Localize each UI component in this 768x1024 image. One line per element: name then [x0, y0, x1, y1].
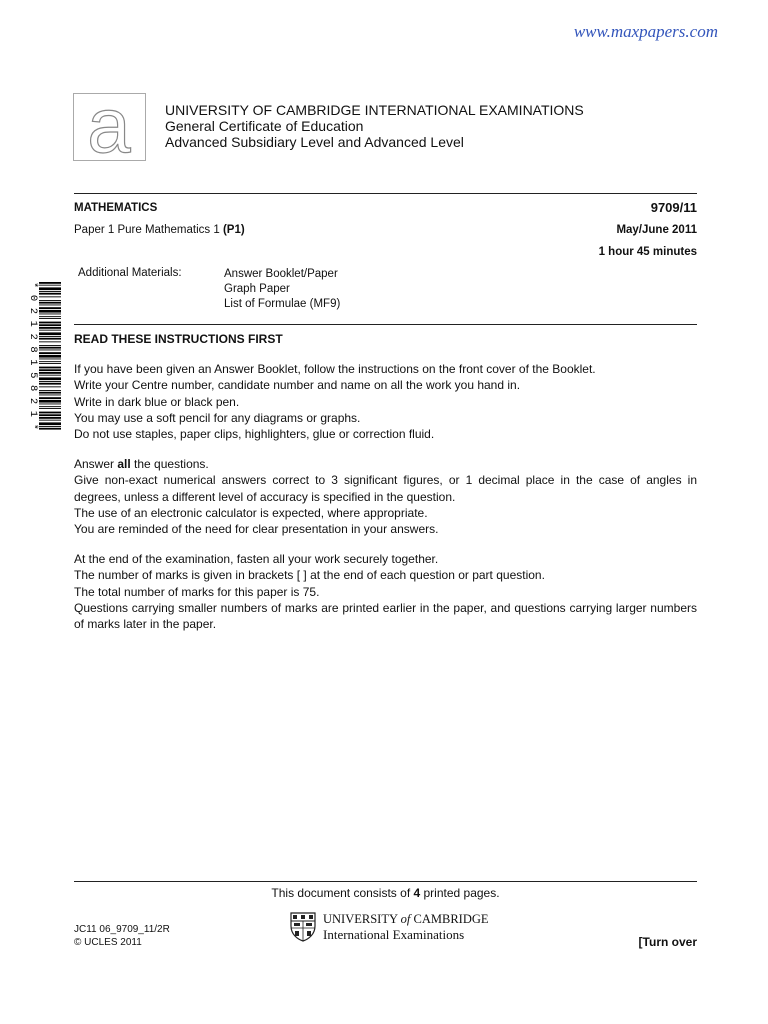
barcode-bar [39, 310, 61, 313]
page-count [74, 886, 697, 900]
barcode-bar [39, 327, 61, 329]
divider-bottom [74, 881, 697, 882]
instruction-line: If you have been given an Answer Booklet, follow the instructions on the front cover of the Booklet. [74, 362, 596, 377]
candidate-barcode [26, 282, 62, 432]
logo-cambridge: CAMBRIDGE [413, 912, 489, 926]
barcode-bar [39, 305, 61, 306]
barcode-bar [39, 296, 61, 297]
instruction-line: Do not use staples, paper clips, highlighters, glue or correction fluid. [74, 427, 435, 442]
barcode-bar [39, 322, 61, 324]
header-line-2: General Certificate of Education [165, 118, 364, 134]
barcode-bar [39, 307, 61, 309]
instruction-line: At the end of the examination, fasten all your work securely together. [74, 552, 439, 567]
barcode-bar [39, 412, 61, 414]
barcode-bar [39, 285, 61, 286]
paper-title [74, 224, 245, 236]
barcode-bar [39, 381, 61, 382]
instruction-line: You may use a soft pencil for any diagrams or graphs. [74, 410, 361, 425]
barcode-bar [39, 372, 61, 374]
spacer [74, 347, 697, 361]
barcode-bar [39, 318, 61, 319]
barcode-bar [39, 338, 61, 340]
barcode-bar [39, 330, 61, 331]
syllabus-code: 9709/11 [650, 200, 697, 215]
cambridge-a-logo [73, 93, 146, 161]
barcode-bar [39, 302, 61, 304]
svg-text:a: a [87, 94, 131, 160]
barcode-bar [39, 400, 61, 403]
header-line-3: Advanced Subsidiary Level and Advanced Level [165, 134, 464, 150]
barcode-bar [39, 341, 61, 342]
spacer [74, 537, 697, 551]
paper-tag: (P1) [222, 224, 245, 236]
materials-item: List of Formulae (MF9) [224, 298, 341, 310]
reference-code: JC11 06_9709_11/2R [74, 924, 170, 935]
barcode-bar [39, 392, 61, 394]
barcode-bar [39, 420, 61, 421]
divider-middle [74, 324, 697, 325]
logo-of: of [400, 912, 411, 926]
exam-duration: 1 hour 45 minutes [598, 246, 697, 258]
instruction-line: Write in dark blue or black pen. [74, 394, 240, 409]
document-reference [74, 923, 170, 949]
exam-board-header [165, 102, 584, 150]
barcode-bar [39, 355, 61, 358]
instructions-section [74, 331, 697, 632]
barcode-bar [39, 397, 61, 399]
barcode-bar [39, 395, 61, 396]
barcode-bar [39, 345, 61, 346]
barcode-number: *0212815821* [27, 282, 39, 430]
materials-list [224, 267, 340, 312]
instructions-heading: READ THESE INSTRUCTIONS FIRST [74, 332, 283, 346]
turn-over-note: [Turn over [638, 935, 697, 949]
instruction-line: The use of an electronic calculator is expected, where appropriate. [74, 505, 428, 520]
answer-bold: all [117, 457, 131, 472]
barcode-bar [39, 287, 61, 290]
logo-university: UNIVERSITY [323, 912, 398, 926]
barcode-bar [39, 314, 61, 315]
barcode-bar [39, 428, 61, 430]
header-line-1: UNIVERSITY OF CAMBRIDGE INTERNATIONAL EXAMINATIONS [165, 102, 584, 118]
instruction-line: The total number of marks for this paper is 75. [74, 584, 320, 599]
barcode-bar [39, 386, 61, 387]
materials-label: Additional Materials: [78, 267, 182, 279]
barcode-bar [39, 417, 61, 419]
copyright-notice: © UCLES 2011 [74, 937, 142, 948]
barcode-bar [39, 408, 61, 409]
barcode-bar [39, 377, 61, 380]
watermark-link[interactable]: www.maxpapers.com [573, 22, 718, 41]
paper-name: Paper 1 Pure Mathematics 1 [74, 224, 220, 236]
barcode-bar [39, 361, 61, 362]
divider-top [74, 193, 697, 194]
barcode-bar [39, 426, 61, 427]
instruction-line: You are reminded of the need for clear presentation in your answers. [74, 522, 439, 537]
barcode-bar [39, 422, 61, 425]
barcode-bar [39, 332, 61, 335]
instruction-line: Questions carrying smaller numbers of marks are printed earlier in the paper, and questions carrying larger numbers of marks later in the paper. [74, 600, 697, 632]
page-count-number: 4 [413, 886, 421, 900]
page-count-pre: This document consists of [271, 886, 414, 900]
barcode-bar [39, 336, 61, 337]
barcode-bar [39, 367, 61, 369]
barcode-bar [39, 404, 61, 405]
instruction-answer-all [74, 456, 697, 472]
footer-logo-line-2: International Examinations [323, 927, 465, 942]
instruction-line: Write your Centre number, candidate number and name on all the work you hand in. [74, 378, 521, 393]
barcode-bar [39, 350, 61, 351]
barcode-bar [39, 316, 61, 317]
barcode-bar [39, 390, 61, 391]
exam-session: May/June 2011 [616, 224, 697, 236]
barcode-bar [39, 363, 61, 364]
barcode-bar [39, 406, 61, 407]
barcode-bar [39, 291, 61, 292]
barcode-bar [39, 300, 61, 301]
footer-logo-line-1 [323, 912, 489, 927]
barcode-bar [39, 282, 61, 284]
instruction-line: Give non-exact numerical answers correct to 3 significant figures, or 1 decimal place in the case of angles in degrees, unless a different level of accuracy is specified in the question. [74, 473, 697, 504]
crest-icon [290, 912, 316, 942]
barcode-bar [39, 359, 61, 360]
barcode-bar [39, 383, 61, 385]
answer-pre: Answer [74, 457, 118, 472]
page-count-post: printed pages. [420, 886, 500, 900]
barcode-bar [39, 352, 61, 354]
barcode-bar [39, 414, 61, 416]
subject-title: MATHEMATICS [74, 202, 158, 214]
barcode-bar [39, 369, 61, 371]
materials-item: Answer Booklet/Paper [224, 268, 338, 280]
barcode-bar [39, 347, 61, 349]
barcode-bar [39, 375, 61, 376]
materials-item: Graph Paper [224, 283, 290, 295]
footer-logo-text [323, 912, 489, 942]
barcode-bar [39, 293, 61, 295]
spacer [74, 442, 697, 456]
instruction-line: The number of marks is given in brackets [ ] at the end of each question or part question. [74, 568, 545, 583]
barcode-bar [39, 324, 61, 326]
answer-post: the questions. [130, 457, 209, 472]
